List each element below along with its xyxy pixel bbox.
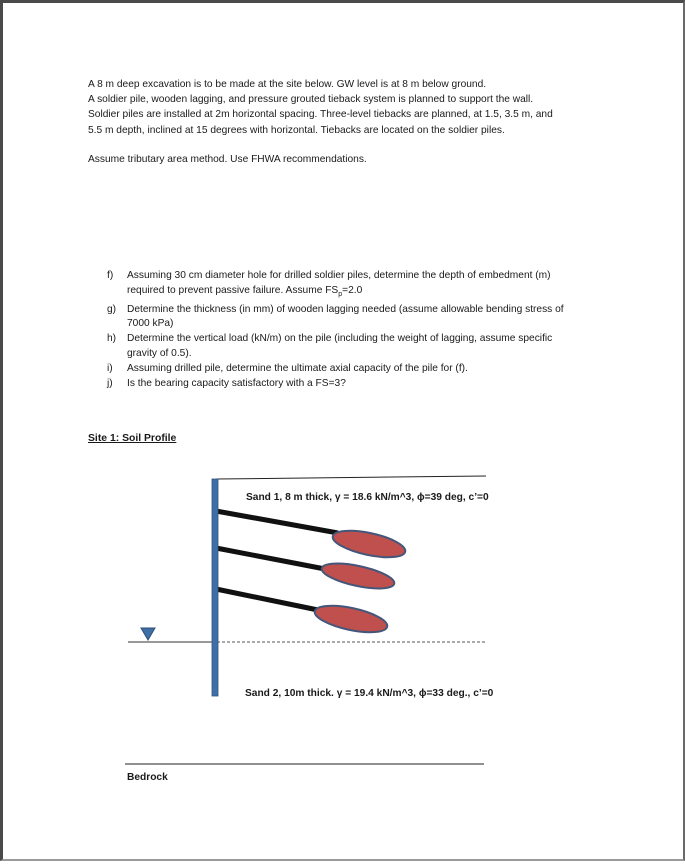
question-line: Is the bearing capacity satisfactory with a FS=3? [127, 377, 346, 389]
question-label: h) [107, 333, 117, 345]
intro-line-1: A 8 m deep excavation is to be made at the site below. GW level is at 8 m below ground. [88, 79, 487, 90]
bedrock-label: Bedrock [127, 772, 168, 783]
grout-anchor-upper [331, 526, 408, 563]
water-table-icon [141, 628, 155, 640]
tieback-rod-upper [216, 511, 338, 533]
site-heading: Site 1: Soil Profile [88, 433, 177, 444]
soldier-pile [212, 479, 218, 696]
question-line: required to prevent passive failure. Assume $FS_p=2.0$ [127, 284, 363, 298]
tieback-rod-lower [216, 589, 318, 610]
grout-anchor-middle [320, 559, 397, 594]
intro-line-3: Soldier piles are installed at 2m horizontal spacing. Three-level tiebacks are planned, at 1.5, 3.5 m, and [88, 109, 553, 121]
tieback-rod-middle [216, 548, 325, 569]
question-line: Assuming drilled pile, determine the ultimate axial capacity of the pile for (f). [127, 362, 468, 374]
intro-line-2: A soldier pile, wooden lagging, and pressure grouted tieback system is planned to support the wall. [88, 94, 534, 106]
sand1-label: Sand 1, 8 m thick, γ = 18.6 kN/m^3, ϕ=39 deg, c’=0 [246, 492, 489, 503]
grout-anchor-lower [313, 601, 390, 638]
question-label: j) [107, 377, 113, 389]
question-label: f) [107, 270, 114, 281]
question-label: g) [107, 303, 117, 315]
question-line: Assuming 30 cm diameter hole for drilled soldier piles, determine the depth of embedment (m) [127, 270, 551, 281]
question-line: gravity of 0.5). [127, 348, 192, 360]
question-line: Determine the vertical load (kN/m) on the pile (including the weight of lagging, assume specific [127, 333, 553, 345]
sand2-label: Sand 2, 10m thick. γ = 19.4 kN/m^3, ϕ=33 deg., c’=0 [245, 688, 494, 699]
question-label: i) [107, 362, 113, 374]
question-line: Determine the thickness (in mm) of wooden lagging needed (assume allowable bending stress of [127, 303, 564, 315]
question-line: 7000 kPa) [127, 318, 174, 330]
fs-subscript: p [338, 290, 343, 298]
soil-profile-diagram [3, 3, 685, 864]
ground-surface-line [216, 476, 486, 479]
assumption-text: Assume tributary area method. Use FHWA recommendations. [88, 154, 367, 165]
intro-line-4: 5.5 m depth, inclined at 15 degrees with horizontal. Tiebacks are located on the soldier piles. [88, 124, 505, 136]
